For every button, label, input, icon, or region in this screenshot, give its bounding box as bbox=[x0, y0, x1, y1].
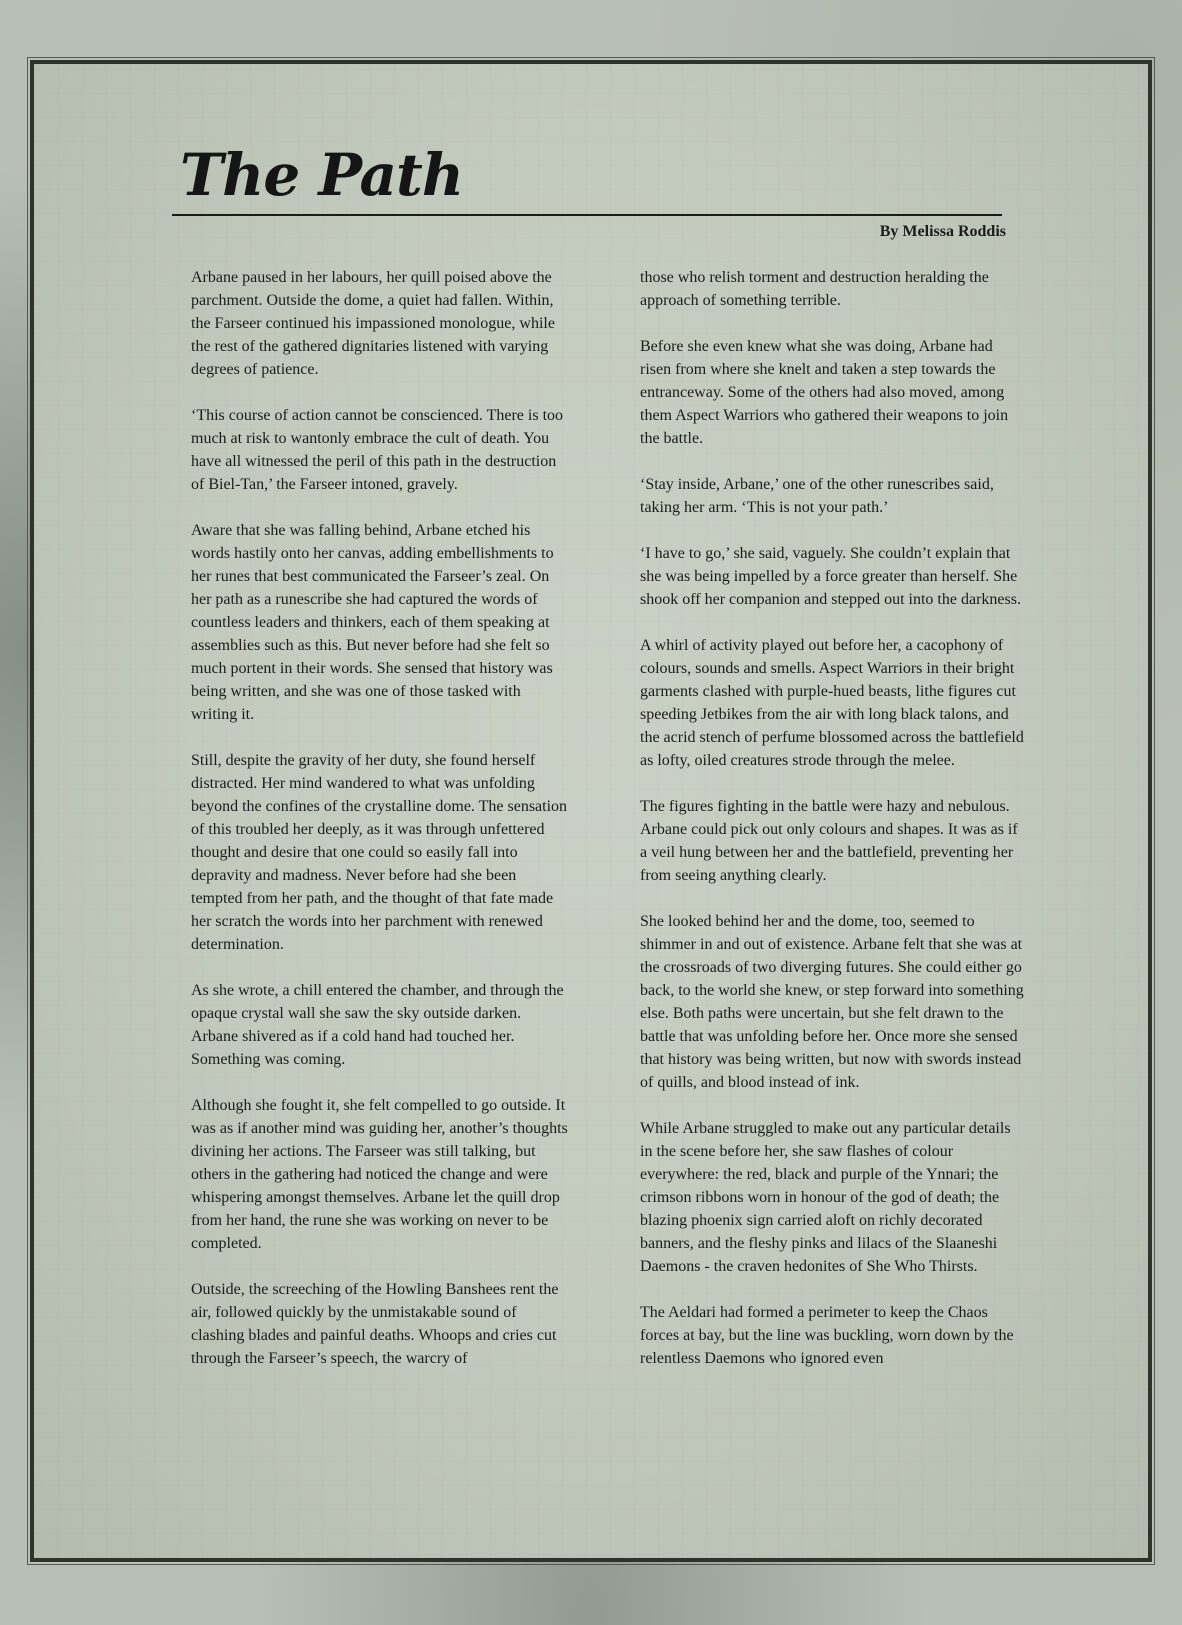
paragraph: The Aeldari had formed a perimeter to keep the Chaos forces at bay, but the line was buckling, worn down by the relentless Daemons who ignored even bbox=[640, 1304, 1014, 1367]
paragraph: While Arbane struggled to make out any particular details in the scene before her, she saw flashes of colour everywhere: the red, black and purple of the Ynnari; the crimson ribbons worn in honour of the god of death; the blazing phoenix sign carried aloft on richly decorated banners, and the fleshy pinks and lilacs of the Slaaneshi Daemons - the craven hedonites of She Who Thirsts. bbox=[640, 1120, 1011, 1275]
article-title: The Path bbox=[180, 141, 464, 209]
paragraph: ‘I have to go,’ she said, vaguely. She couldn’t explain that she was being impelled by a force greater than herself. She shook off her companion and stepped out into the darkness. bbox=[640, 545, 1021, 608]
paragraph: A whirl of activity played out before her, a cacophony of colours, sounds and smells. Aspect Warriors in their bright garments clashed with purple-hued beasts, lithe figures cut speeding Jetbikes from the air with long black talons, and the acrid stench of perfume blossomed across the battlefield as lofty, oiled creatures strode through the melee. bbox=[640, 637, 1024, 769]
paragraph: Outside, the screeching of the Howling Banshees rent the air, followed quickly by the unmistakable sound of clashing blades and painful deaths. Whoops and cries cut through the Farseer’s speech, the warcry of bbox=[191, 1281, 559, 1367]
article-byline: By Melissa Roddis bbox=[879, 223, 1006, 240]
left-column bbox=[191, 266, 569, 1393]
title-divider bbox=[172, 214, 1002, 216]
paragraph: Aware that she was falling behind, Arbane etched his words hastily onto her canvas, adding embellishments to her runes that best communicated the Farseer’s zeal. On her path as a runescribe she had captured the words of countless leaders and thinkers, each of them speaking at assemblies such as this. But never before had she felt so much portent in their words. She sensed that history was being written, and she was one of those tasked with writing it. bbox=[191, 522, 554, 723]
paragraph: ‘Stay inside, Arbane,’ one of the other runescribes said, taking her arm. ‘This is not your path.’ bbox=[640, 476, 994, 516]
paragraph: As she wrote, a chill entered the chamber, and through the opaque crystal wall she saw the sky outside darken. Arbane shivered as if a cold hand had touched her. Something was coming. bbox=[191, 982, 564, 1068]
paragraph: The figures fighting in the battle were hazy and nebulous. Arbane could pick out only colours and shapes. It was as if a veil hung between her and the battlefield, preventing her from seeing anything clearly. bbox=[640, 798, 1018, 884]
paragraph: Before she even knew what she was doing, Arbane had risen from where she knelt and taken a step towards the entranceway. Some of the others had also moved, among them Aspect Warriors who gathered their weapons to join the battle. bbox=[640, 338, 1009, 447]
paragraph: Although she fought it, she felt compelled to go outside. It was as if another mind was guiding her, another’s thoughts divining her actions. The Farseer was still talking, but others in the gathering had noticed the change and were whispering amongst themselves. Arbane let the quill drop from her hand, the rune she was working on never to be completed. bbox=[191, 1097, 568, 1252]
paragraph: Still, despite the gravity of her duty, she found herself distracted. Her mind wandered to what was unfolding beyond the confines of the crystalline dome. The sensation of this troubled her deeply, as it was through unfettered thought and desire that one could so easily fall into depravity and madness. Never before had she been tempted from her path, and the thought of that fate made her scratch the words into her parchment with renewed determination. bbox=[191, 752, 568, 953]
paragraph: She looked behind her and the dome, too, seemed to shimmer in and out of existence. Arbane felt that she was at the crossroads of two diverging futures. She could either go back, to the world she knew, or step forward into something else. Both paths were uncertain, but she felt drawn to the battle that was unfolding before her. Once more she sensed that history was being written, but now with swords instead of quills, and blood instead of ink. bbox=[640, 913, 1024, 1091]
paragraph: ‘This course of action cannot be conscienced. There is too much at risk to wantonly embrace the cult of death. You have all witnessed the peril of this path in the destruction of Biel-Tan,’ the Farseer intoned, gravely. bbox=[191, 407, 564, 493]
paragraph: those who relish torment and destruction heralding the approach of something terrible. bbox=[640, 269, 989, 309]
right-column bbox=[640, 266, 1024, 1393]
paragraph: Arbane paused in her labours, her quill poised above the parchment. Outside the dome, a quiet had fallen. Within, the Farseer continued his impassioned monologue, while the rest of the gathered dignitaries listened with varying degrees of patience. bbox=[191, 269, 555, 378]
